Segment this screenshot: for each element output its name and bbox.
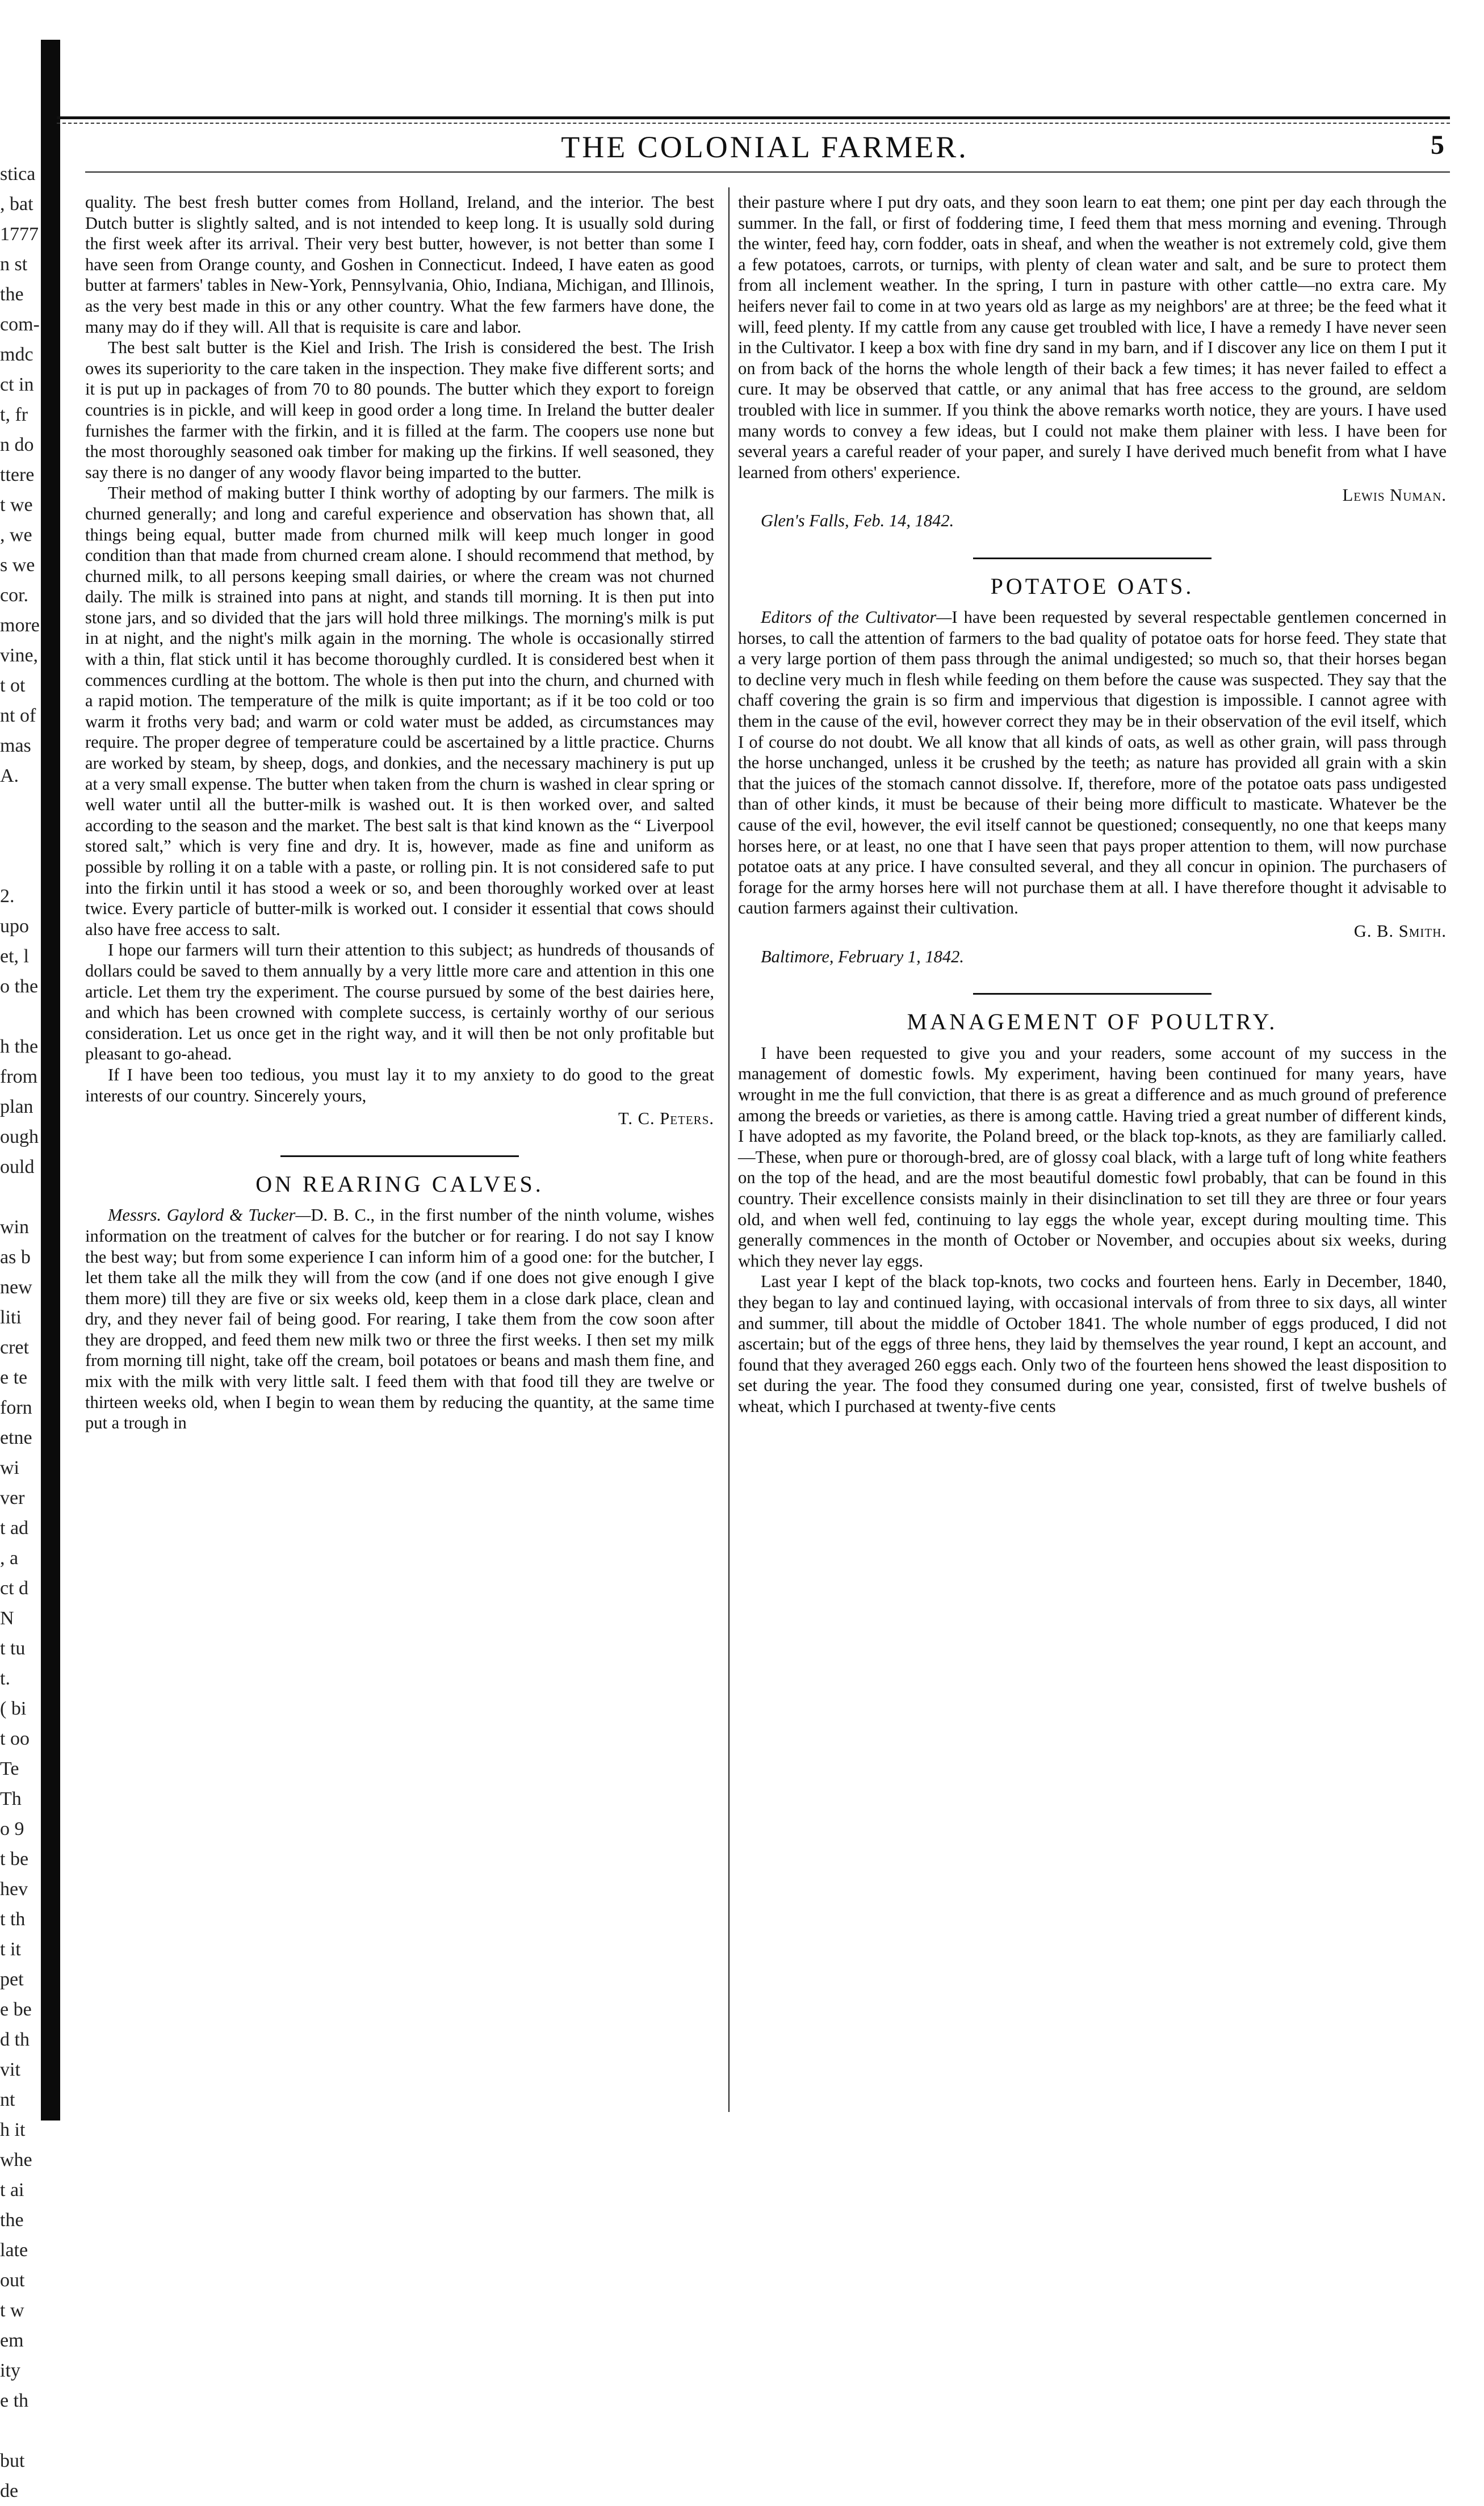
masthead-ornament-rule xyxy=(57,123,1450,124)
book-spine-shadow xyxy=(41,40,60,2121)
column-divider xyxy=(728,187,730,2112)
article-paragraph: quality. The best fresh butter comes from Holland, Ireland, and the interior. The best Dutch butter is slightly salted, and is not intended to keep long. It is usually sold during the first week after its arrival. Their very best butter, however, is not better than some I have seen from Orange county, and Goshen in Connecticut. Indeed, I have eaten as good butter at farmers' tables in New-York, Pennsylvania, Ohio, Indiana, Michigan, and Illinois, as the very best made in this or any other country. What the few farmers have done, the many may do if they will. All that is requisite is care and labor. xyxy=(85,192,714,337)
article-dateline: Baltimore, February 1, 1842. xyxy=(761,946,965,966)
section-divider xyxy=(973,558,1211,559)
article-signature xyxy=(738,485,1447,506)
article-signature xyxy=(85,1108,714,1129)
article-paragraph: I hope our farmers will turn their attention to this subject; as hundreds of thousands of dollars could be saved to them annually by a very little more care and attention in this one article. Let them try the experiment. The course pursued by some of the best dairies here, and which has been crowned with complete success, is certainly worthy of our serious consideration. Let us once get in the right way, and it will then be not only profitable but pleasant to go-ahead. xyxy=(85,940,714,1064)
scan-binding-edge xyxy=(0,0,85,2501)
section-divider xyxy=(973,993,1211,995)
article-dateline: Glen's Falls, Feb. 14, 1842. xyxy=(761,510,954,530)
salutation: Messrs. Gaylord & Tucker— xyxy=(108,1205,311,1225)
salutation: Editors of the Cultivator— xyxy=(761,607,952,627)
article-paragraph: Last year I kept of the black top-knots, two cocks and fourteen hens. Early in December, 1840, they began to lay and continued laying, with occasional intervals of from three to six days, all winter and summer, till about the middle of October 1841. The whole number of eggs produced, I did not ascertain; but of the eggs of three hens, they laid by themselves the year round, I kept an account, and found that they averaged 260 eggs each. Only two of the fourteen hens showed the least disposition to set during the year. The food they consumed during one year, consisted, first of twelve bushels of wheat, which I purchased at twenty-five cents xyxy=(738,1272,1447,1416)
masthead-bottom-rule xyxy=(85,171,1450,173)
masthead-top-rule xyxy=(57,116,1450,119)
right-column xyxy=(738,192,1447,1417)
left-column xyxy=(85,192,714,1434)
signature-text: Lewis Numan. xyxy=(1342,485,1447,505)
masthead xyxy=(85,129,1444,169)
publication-title: THE COLONIAL FARMER. xyxy=(561,130,969,164)
article-paragraph: their pasture where I put dry oats, and they soon learn to eat them; one pint per day each through the summer. In the fall, or first of foddering time, I feed them that mess morning and evening. Through the winter, feed hay, corn fodder, oats in sheaf, and when the weather is not extremely cold, give them a few potatoes, carrots, or turnips, with plenty of clean water and salt, and be sure to protect them from all inclement weather. In the spring, I turn in pasture with other cattle—no extra care. My heifers never fail to come in at two years old as large as my neighbors' are at three; be the feed what it will, feed plenty. If my cattle from any cause get troubled with lice, I have a remedy I have never seen in the Cultivator. I keep a box with fine dry sand in my barn, and if I discover any lice on them I put it on from back of the horns the whole length of their back a few times; it has never failed to effect a cure. It may be observed that cattle, or any animal that has free access to the ground, are seldom troubled with lice in summer. If you think the above remarks worth notice, they are yours. I have used many words to convey a few ideas, but I could not make them plainer with less. I have been for several years a careful reader of your paper, and surely I have derived much benefit from what I have learned from others' experience. xyxy=(738,192,1447,482)
article-paragraph: Their method of making butter I think worthy of adopting by our farmers. The milk is churned generally; and long and careful experience and observation has shown that, all things being equal, butter made from churned milk will keep much longer in good condition than that made from churned cream alone. I should recommend that method, by churned milk, to all persons keeping small dairies, or where the cream was not churned daily. The milk is strained into pans at night, and stands till morning. It is then put into stone jars, and so divided that the jars will hold three milkings. The morning's milk is put in at night, and the night's milk again in the morning. The whole is occasionally stirred with a thin, flat stick until it has become thoroughly curdled. It is considered best when it commences curdling at the bottom. The whole is then put into the churn, and churned with a rapid motion. The temperature of the milk is quite important; as if it be too cold or too warm it froths very bad; and warm or cold water must be added, as circumstances may require. The proper degree of temperature could be ascertained by a little practice. Churns are worked by steam, by sheep, dogs, and donkies, and the necessary machinery is put up at a very small expense. The butter when taken from the churn is washed in clear spring or well water until all the butter-milk is washed out. It is then worked over, and salted according to the season and the market. The best salt is that kind known as the “ Liverpool stored salt,” which is very fine and dry. It is, however, made as fine and uniform as possible by rolling it on a table with a paste, or rolling pin. It is not considered safe to put into the firkin until it has stood a week or so, and been thoroughly worked over at least twice. Every particle of butter-milk is worked out. I consider it essential that cows should also have free access to salt. xyxy=(85,483,714,939)
section-divider xyxy=(280,1155,519,1157)
article-paragraph: D. B. C., in the first number of the ninth volume, wishes information on the treatment of calves for the butcher or for rearing. I do not say I know the best way; but from some experience I can inform him of a good one: for the butcher, I let them take all the milk they will from the cow (and if one does not give enough I give them more) till they are five or six weeks old, keep them in a close dark place, clean and dry, and they never fail of being good. For rearing, I take them from the cow soon after they are dropped, and feed them new milk two or three the first weeks. I then set my milk from morning till night, take off the cream, boil potatoes or beans and mash them fine, and mix with the milk with very little salt. I feed them with that food till they are twelve or thirteen weeks old, when I begin to wean them by reducing the quantity, at the same time put a trough in xyxy=(85,1205,714,1433)
article-paragraph: If I have been too tedious, you must lay it to my anxiety to do good to the great interests of our country. Sincerely yours, xyxy=(85,1065,714,1105)
article-heading: POTATOE OATS. xyxy=(990,573,1194,599)
article-signature xyxy=(738,921,1447,942)
article-paragraph: I have been requested to give you and your readers, some account of my success in the management of domestic fowls. My experiment, having been continued for many years, have wrought in me the full conviction, that there is as great a difference and as much ground of preference among the breeds or varieties, as there is among cattle. Having tried a great number of different kinds, I have adopted as my favorite, the Poland breed, or the black top-knots, as they are familiarly called.—These, when pure or thorough-bred, are of glossy coal black, with a large tuft of long white feathers on the top of the head, and are the most beautiful domestic fowl probably, that can be found in this country. Their excellence consists mainly in their disinclination to set till they are three or four years old, and when well fed, continuing to lay eggs the whole year, except during moulting time. This generally commences in the month of October or November, and occupies about six weeks, during which they never lay eggs. xyxy=(738,1043,1447,1271)
article-heading: ON REARING CALVES. xyxy=(255,1171,544,1197)
signature-text: G. B. Smith. xyxy=(1353,921,1447,941)
page-number: 5 xyxy=(1431,130,1444,160)
article-heading: MANAGEMENT OF POULTRY. xyxy=(907,1009,1278,1035)
article-paragraph: The best salt butter is the Kiel and Irish. The Irish is considered the best. The Irish owes its superiority to the care taken in the inspection. They make five different sorts; and it is put up in packages of from 70 to 80 pounds. The butter which they export to foreign countries is in pickle, and will keep in good order a long time. In Ireland the butter dealer furnishes the farmer with the firkin, and it is filled at the farm. The coopers use none but the most thoroughly seasoned oak timber for making up the firkins. If well seasoned, they say there is no danger of any woody flavor being imparted to the butter. xyxy=(85,338,714,482)
signature-text: T. C. Peters. xyxy=(618,1109,714,1129)
article-paragraph: I have been requested by several respectable gentlemen concerned in horses, to call the attention of farmers to the bad quality of potatoe oats for horse feed. They state that a very large portion of them pass through the animal undigested; so much so, that their horses began to decline very much in flesh while feeding on them before the cause was suspected. They say that the chaff covering the grain is so firm and impervious that digestion is impossible. I cannot agree with them in the cause of the evil, however correct they may be in their observation of the evil itself, which I of course do not doubt. We all know that all kinds of oats, as well as other grain, will pass through the horse unchanged, unless it be crushed by the teeth; as nature has provided all grain with a skin that the juices of the stomach cannot dissolve. If, therefore, more of the potatoe oats pass undigested than of other kinds, it must be because of their being more difficult to masticate. Whatever be the cause of the evil, however, the evil itself cannot be questioned; consequently, no one that keeps many horses here, or at least, no one that I have seen that pays proper attention to them, will now purchase potatoe oats at any price. I have consulted several, and they all concur in opinion. The purchasers of forage for the army horses here will not purchase them at all. I have therefore thought it advisable to caution farmers against their cultivation. xyxy=(738,607,1447,918)
adjacent-page-fragments: stica , bat 1777 n st the com- mdc ct in t, fr n do ttere t we , we s we cor. more vine, t ot nt of mas A. 2. upo et, l o the h the from plan ough ould win as b new liti cret e te forn etne wi ver t ad , a ct d N t tu t. ( bi t oo Te Th o 9 t be hev t th t it pet e be d th vit nt h it whe t ai the late out t w em ity e th but de xyxy=(0,164,40,2501)
